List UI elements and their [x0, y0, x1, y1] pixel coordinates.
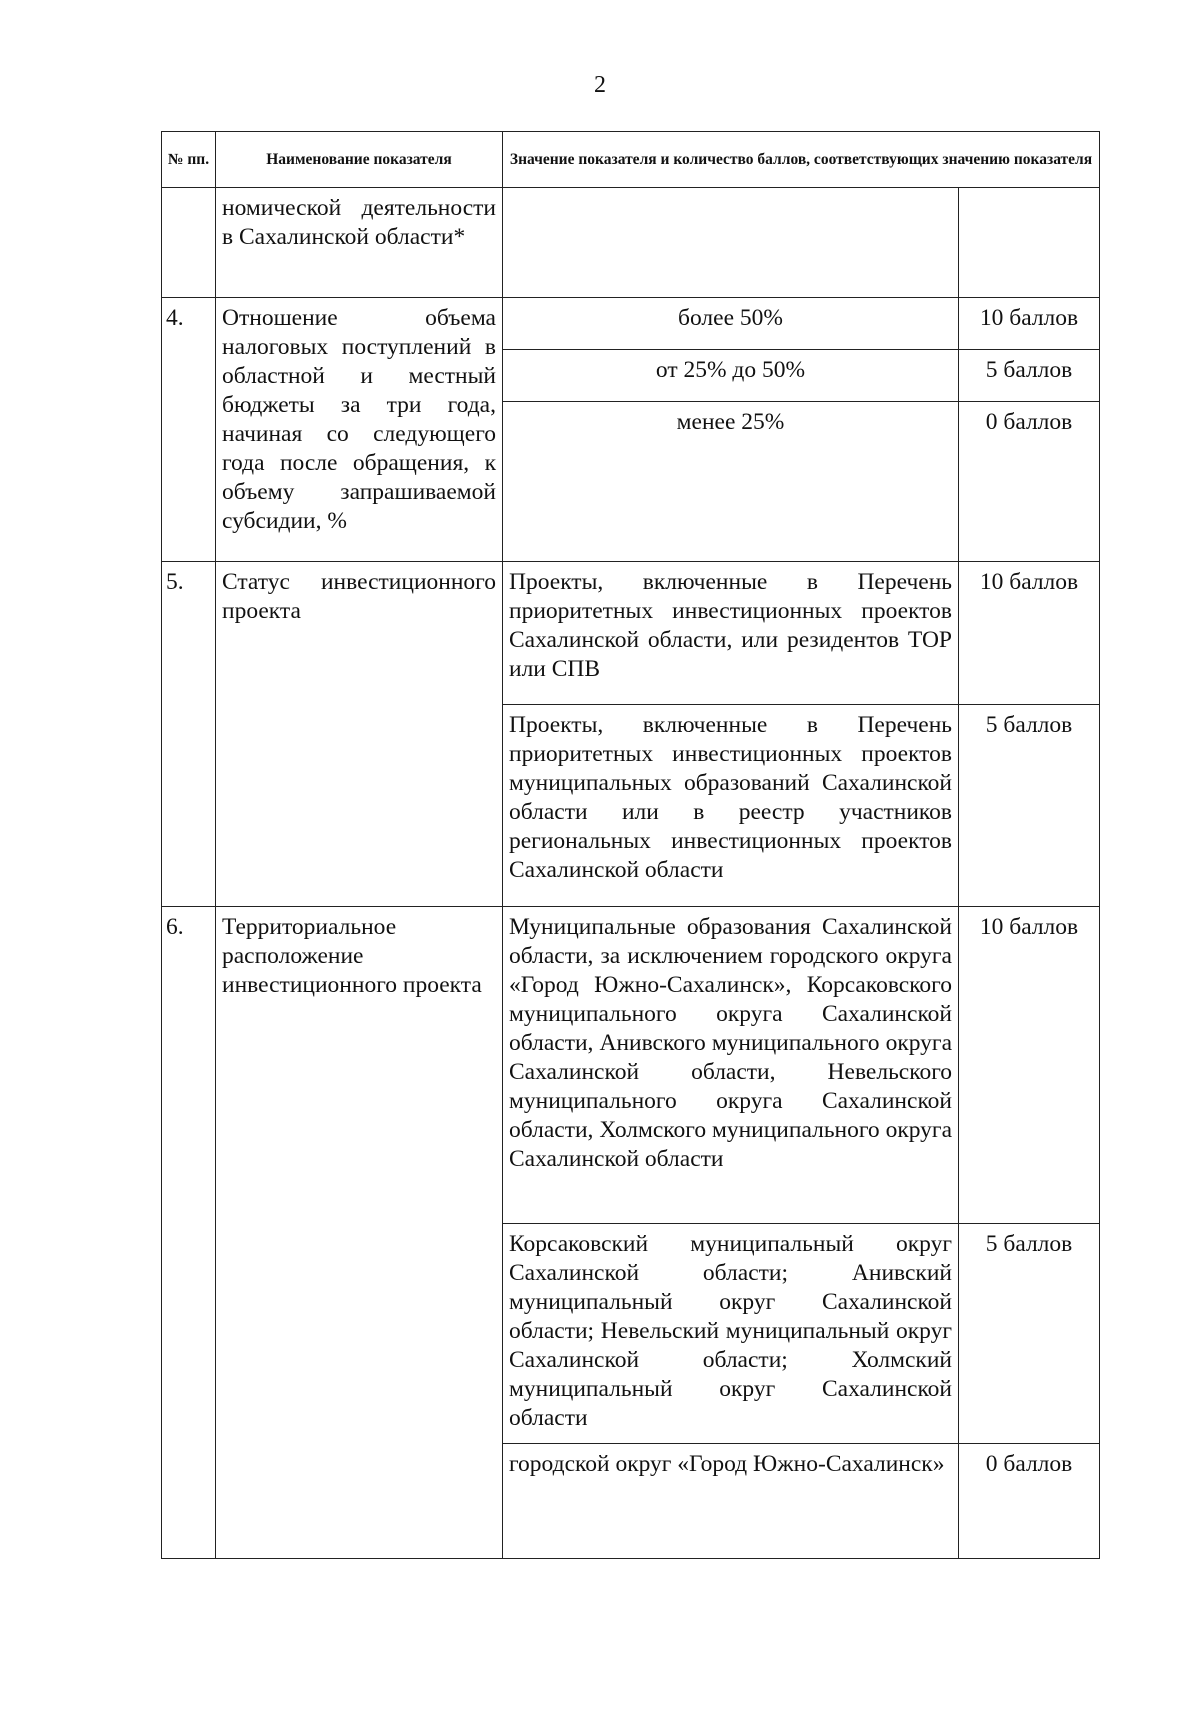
cell-num	[162, 188, 216, 298]
cell-points: 5 баллов	[959, 1224, 1100, 1444]
header-name: Наименование показателя	[216, 132, 503, 188]
cell-points: 5 баллов	[959, 705, 1100, 907]
cell-points: 10 баллов	[959, 907, 1100, 1224]
header-value: Значение показателя и количество баллов, соответствующих значению показателя	[503, 132, 1100, 188]
table-row	[162, 562, 1100, 705]
cell-value: Муниципальные образования Сахалинской области, за исключением городского округа «Город Южно-Сахалинск», Корсаковского муниципального округа Сахалинской области, Анивского муниципального округа Сахалинской области, Невельского муниципального округа Сахалинской области, Холмского муниципального округа Сахалинской области	[503, 907, 959, 1224]
cell-points: 0 баллов	[959, 1444, 1100, 1559]
table-row	[162, 188, 1100, 298]
cell-value: более 50%	[503, 298, 959, 350]
cell-value: менее 25%	[503, 402, 959, 562]
cell-points: 0 баллов	[959, 402, 1100, 562]
cell-num: 6.	[162, 907, 216, 1559]
cell-name: Статус инвестиционного проекта	[216, 562, 503, 907]
criteria-table	[161, 131, 1100, 1559]
cell-value: Корсаковский муниципальный округ Сахалинской области; Анивский муниципальный округ Сахалинской области; Невельский муниципальный округ Сахалинской области; Холмский муниципальный округ Сахалинской области	[503, 1224, 959, 1444]
cell-points: 10 баллов	[959, 298, 1100, 350]
cell-value: Проекты, включенные в Перечень приоритетных инвестиционных проектов Сахалинской области, или резидентов ТОР или СПВ	[503, 562, 959, 705]
cell-value: от 25% до 50%	[503, 350, 959, 402]
header-num: № пп.	[162, 132, 216, 188]
cell-value	[503, 188, 959, 298]
table-row	[162, 907, 1100, 1224]
cell-points: 10 баллов	[959, 562, 1100, 705]
cell-points	[959, 188, 1100, 298]
page-number: 2	[594, 72, 606, 98]
table-header-row	[162, 132, 1100, 188]
cell-num: 5.	[162, 562, 216, 907]
cell-name: Отношение объема налоговых поступлений в областной и местный бюджеты за три года, начиная со следующего года после обращения, к объему запрашиваемой субсидии, %	[216, 298, 503, 562]
cell-name: Территориальное расположение инвестиционного проекта	[216, 907, 503, 1559]
cell-name: номической деятельности в Сахалинской области*	[216, 188, 503, 298]
table-row	[162, 298, 1100, 350]
cell-value: городской округ «Город Южно-Сахалинск»	[503, 1444, 959, 1559]
cell-points: 5 баллов	[959, 350, 1100, 402]
cell-num: 4.	[162, 298, 216, 562]
cell-value: Проекты, включенные в Перечень приоритетных инвестиционных проектов муниципальных образований Сахалинской области или в реестр участников региональных инвестиционных проектов Сахалинской области	[503, 705, 959, 907]
